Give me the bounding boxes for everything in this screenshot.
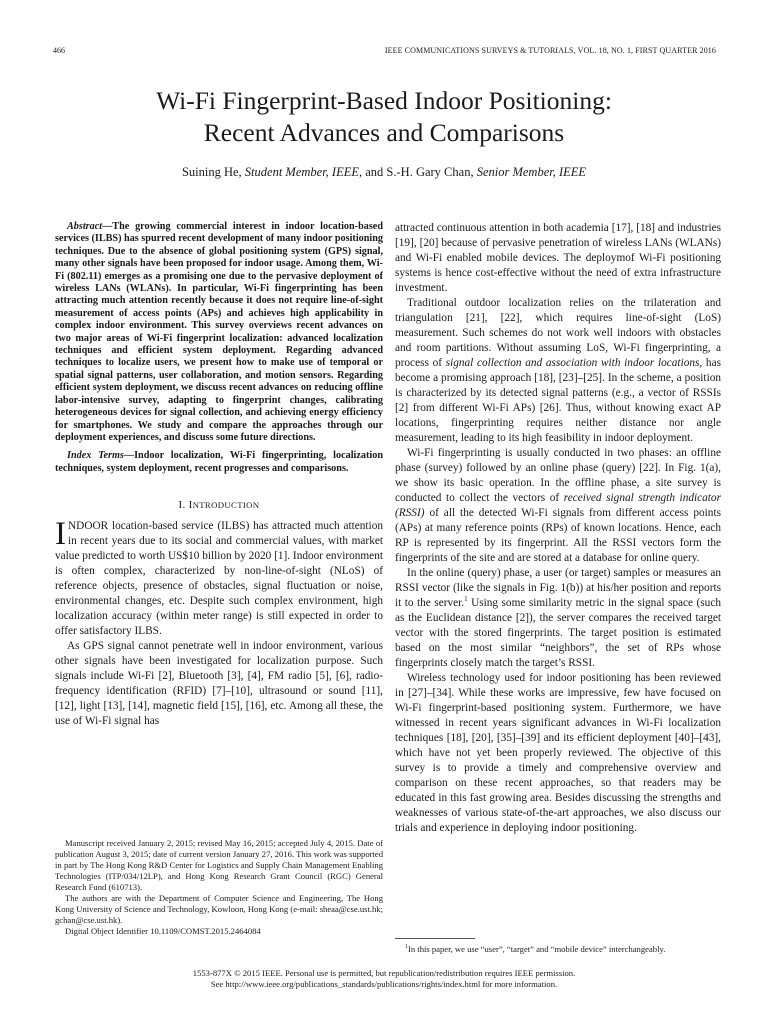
footnote-rule	[395, 938, 475, 939]
right-p2-a: Traditional outdoor localization relies on the trilateration and triangulation [21], [22], which requires line-of-sight (LoS) measurement. Such schemes do not work well indoors with obstacles and room partitions. Without assuming LoS, Wi-Fi fingerprinting, a process of	[395, 297, 721, 369]
paper-title	[0, 85, 768, 149]
section-title-rest: NTRODUCTION	[192, 500, 260, 511]
index-terms	[55, 450, 383, 475]
author-1-name: Suining He,	[181, 165, 242, 179]
manuscript-note: Manuscript received January 2, 2015; revised May 16, 2015; accepted July 4, 2015. Date of publication August 3, 2015; date of current version January 27, 2016. This work was supported in part by The Hong Kong R&D Center for Logistics and Supply Chain Management Enabling Technologies (ITP/034/12LP), and Hong Kong Research Grant Council (RGC) General Research Fund (610713).	[55, 838, 383, 892]
drop-cap: I	[55, 516, 66, 553]
abstract-text: —The growing commercial interest in indoor location-based services (ILBS) has spurred recent development of many indoor positioning techniques. Due to the absence of global positioning system (GPS) signal, many other signals have been proposed for indoor usage. Among them, Wi-Fi (802.11) emerges as a promising one due to the pervasive deployment of wireless LANs (WLANs). In particular, Wi-Fi fingerprinting has been attracting much attention recently because it does not require line-of-sight measurement of access points (APs) and achieves high applicability in complex indoor environment. This survey overviews recent advances on two major areas of Wi-Fi fingerprint localization: advanced localization techniques and efficient system deployment. Regarding advanced techniques to localize users, we present how to make use of temporal or spatial signal patterns, user collaboration, and motion sensors. Regarding efficient system deployment, we discuss recent advances on reducing offline labor-intensive survey, adapting to fingerprint changes, calibrating heterogeneous devices for signal collection, and achieving energy efficiency for smartphones. We study and compare the approaches through our deployment experiences, and discuss some future directions.	[55, 221, 383, 443]
index-terms-lead: Index Terms	[67, 450, 124, 462]
author-2-name: and S.-H. Gary Chan,	[365, 165, 474, 179]
footnote-right	[395, 944, 721, 955]
right-p3-b: of all the detected Wi-Fi signals from different access points (APs) at many reference points (RPs) of known locations. Hence, each RP is represented by its fingerprint. All the RSSI vectors form the fingerprints of the site and are stored at a database for online query.	[395, 507, 721, 564]
copyright-line-1: 1553-877X © 2015 IEEE. Personal use is permitted, but republication/redistribution requires IEEE permission.	[192, 968, 576, 978]
copyright-line-2: See http://www.ieee.org/publications_standards/publications/rights/index.html for more information.	[210, 979, 558, 989]
left-column	[55, 221, 383, 729]
section-title-initial: I	[188, 499, 193, 512]
author-line	[0, 165, 768, 180]
footnote-block-left	[55, 838, 383, 937]
right-p3-emphasis: received signal strength indicator (RSSI)	[395, 492, 721, 519]
right-p4-b: Using some similarity metric in the signal space (such as the Euclidean distance [2]), the server compares the received target vector with the stored fingerprints. The target position is estimated based on the most similar “neighbors”, the set of RPs whose fingerprints closely match the target’s RSSI.	[395, 597, 721, 669]
copyright-notice	[0, 968, 768, 990]
index-terms-text: —Indoor localization, Wi-Fi fingerprinting, localization techniques, system deployment, recent progresses and comparisons.	[55, 450, 383, 474]
abstract-lead: Abstract	[67, 221, 103, 232]
right-column	[395, 221, 721, 836]
footnote-right-text: In this paper, we use “user”, “target” and “mobile device” interchangeably.	[408, 944, 666, 954]
title-line-1: Wi-Fi Fingerprint-Based Indoor Positioning:	[156, 86, 612, 115]
page-number: 466	[53, 46, 65, 55]
title-line-2: Recent Advances and Comparisons	[203, 118, 565, 147]
footnote-mark: 1	[464, 595, 468, 604]
intro-paragraph-1-text: NDOOR location-based service (ILBS) has attracted much attention in recent years due to its social and commercial values, with market value predicted to worth US$10 billion by 2020 [1]. Indoor environment is often complex, characterized by non-line-of-sight (NLoS) of reference objects, presence of obstacles, signal fluctuation or noise, environmental changes, etc. Despite such complex environment, high localization accuracy (within meter range) is still expected in order to offer satisfactory ILBS.	[55, 520, 383, 638]
right-paragraph-3	[395, 446, 721, 566]
right-paragraph-1: attracted continuous attention in both academia [17], [18] and industries [19], [20] because of pervasive penetration of wireless LANs (WLANs) and Wi-Fi enabled mobile devices. The deploymof Wi-Fi positioning systems is hence cost-effective without the need of extra infrastructure investment.	[395, 222, 721, 294]
right-paragraph-2	[395, 296, 721, 446]
abstract	[55, 221, 383, 444]
section-heading	[55, 498, 383, 513]
right-paragraph-4	[395, 566, 721, 671]
right-p3-a: Wi-Fi fingerprinting is usually conducted in two phases: an offline phase (survey) followed by an online phase (query) [22]. In Fig. 1(a), we show its basic operation. In the offline phase, a site survey is conducted to collect the vectors of	[395, 447, 721, 504]
author-1-role: Student Member, IEEE,	[244, 165, 363, 179]
author-2-role: Senior Member, IEEE	[476, 165, 587, 179]
right-p2-b: , has become a promising approach [18], [23]–[25]. In the scheme, a position is characterized by its detected signal patterns (e.g., a vector of RSSIs [2] from different Wi-Fi APs) [26]. Thus, without knowing exact AP locations, fingerprinting requires neither distance nor angle measurement, leading to its high feasibility in indoor deployment.	[395, 357, 721, 444]
intro-paragraph-2: As GPS signal cannot penetrate well in indoor environment, various other signals have been investigated for localization purpose. Such signals include Wi-Fi [2], Bluetooth [3], [4], FM radio [5], [6], radio-frequency identification (RFID) [7]–[10], ultrasound or sound [11], [12], light [13], [14], magnetic field [15], [16], etc. Among all these, the use of Wi-Fi signal has	[55, 640, 383, 728]
section-numeral: I.	[178, 499, 186, 512]
running-head: IEEE COMMUNICATIONS SURVEYS & TUTORIALS, VOL. 18, NO. 1, FIRST QUARTER 2016	[384, 46, 716, 55]
doi-note: Digital Object Identifier 10.1109/COMST.2015.2464084	[65, 926, 261, 936]
footnote-right-mark: 1	[405, 944, 408, 951]
intro-paragraph-1	[55, 516, 383, 639]
affiliation-note: The authors are with the Department of Computer Science and Engineering, The Hong Kong University of Science and Technology, Kowloon, Hong Kong (e-mail: sheaa@cse.ust.hk; gchan@cse.ust.hk).	[55, 893, 383, 925]
right-p2-emphasis: signal collection and association with indoor locations	[445, 357, 700, 369]
right-p4-a: In the online (query) phase, a user (or target) samples or measures an RSSI vector (like the signals in Fig. 1(b)) at his/her position and reports it to the server.	[395, 567, 721, 609]
right-paragraph-5: Wireless technology used for indoor positioning has been reviewed in [27]–[34]. While these works are impressive, few have focused on Wi-Fi fingerprint-based positioning system. Furthermore, we have witnessed in recent years significant advances in Wi-Fi localization techniques [18], [20], [35]–[39] and its efficient deployment [40]–[43], which have not yet been properly reviewed. The objective of this survey is to provide a timely and comprehensive overview and comparison on these recent approaches, so that readers may be educated in this fast growing area. Besides discussing the strengths and weaknesses of various state-of-the-art approaches, we also discuss our trials and experience in deploying indoor positioning.	[395, 672, 721, 834]
